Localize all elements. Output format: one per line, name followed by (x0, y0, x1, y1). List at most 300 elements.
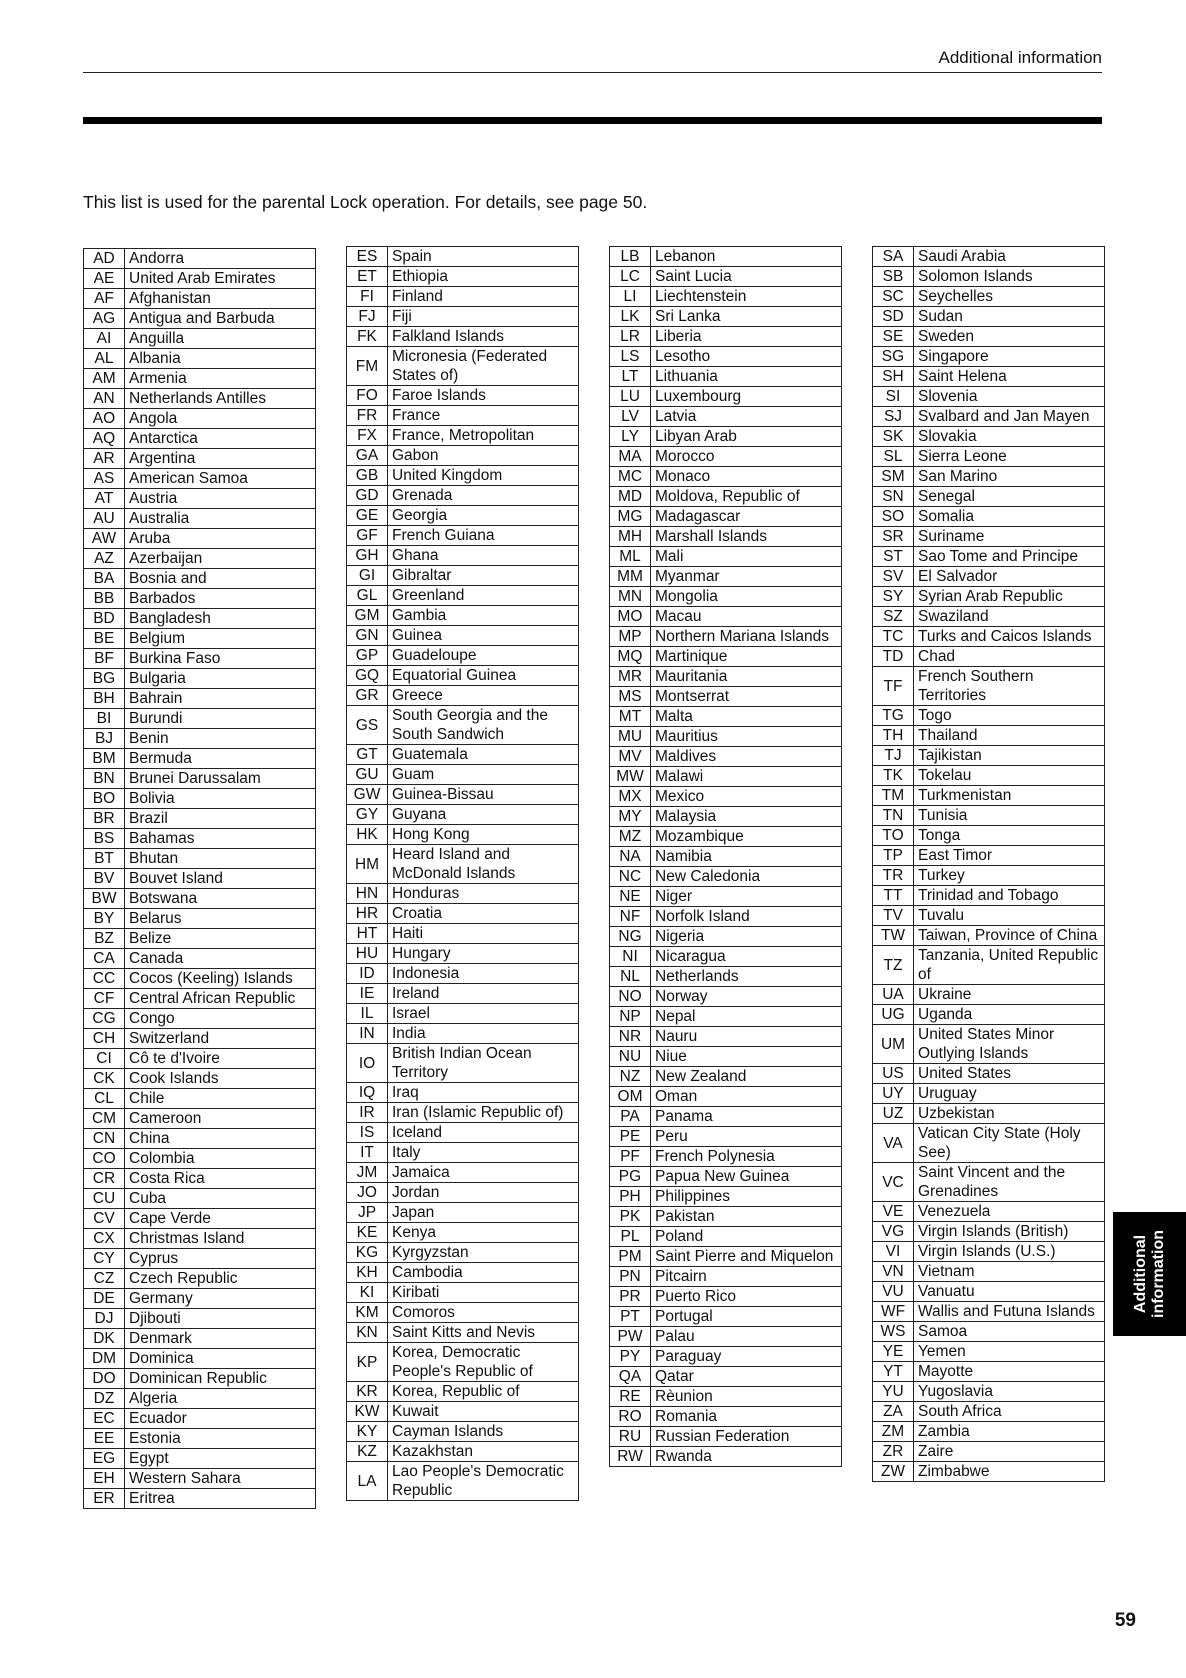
country-code: FX (347, 426, 388, 446)
table-row (610, 1307, 842, 1327)
country-code: TV (873, 906, 914, 926)
country-name: Brazil (125, 809, 316, 829)
country-code: SI (873, 387, 914, 407)
country-code: TW (873, 926, 914, 946)
country-code: NO (610, 987, 651, 1007)
country-code: PA (610, 1107, 651, 1127)
table-row (610, 907, 842, 927)
country-code: AM (84, 369, 125, 389)
table-row (347, 884, 579, 904)
country-name: Belize (125, 929, 316, 949)
country-name: Vanuatu (914, 1282, 1105, 1302)
table-row (347, 466, 579, 486)
table-row (610, 987, 842, 1007)
country-code: NU (610, 1047, 651, 1067)
country-code: BR (84, 809, 125, 829)
country-code: CC (84, 969, 125, 989)
country-code: EG (84, 1449, 125, 1469)
country-code: DE (84, 1289, 125, 1309)
country-name: Egypt (125, 1449, 316, 1469)
country-name: Lebanon (651, 247, 842, 267)
table-row (873, 407, 1105, 427)
country-code: SY (873, 587, 914, 607)
country-code: GN (347, 626, 388, 646)
country-code: IL (347, 1004, 388, 1024)
country-code: AI (84, 329, 125, 349)
table-row (873, 706, 1105, 726)
country-name: Libyan Arab (651, 427, 842, 447)
table-row (610, 1287, 842, 1307)
country-code: MA (610, 447, 651, 467)
country-name: Honduras (388, 884, 579, 904)
country-name: Mongolia (651, 587, 842, 607)
country-code: NE (610, 887, 651, 907)
country-name: Mauritania (651, 667, 842, 687)
country-code: BI (84, 709, 125, 729)
country-name: Rwanda (651, 1447, 842, 1467)
country-name: Antigua and Barbuda (125, 309, 316, 329)
country-name: Iceland (388, 1123, 579, 1143)
table-row (610, 747, 842, 767)
table-row (84, 1209, 316, 1229)
country-name: Saint Vincent and the Grenadines (914, 1163, 1105, 1202)
table-row (873, 806, 1105, 826)
country-name: Grenada (388, 486, 579, 506)
country-code: LV (610, 407, 651, 427)
country-code: PN (610, 1267, 651, 1287)
country-code: BH (84, 689, 125, 709)
country-code: GY (347, 805, 388, 825)
country-code: MG (610, 507, 651, 527)
country-name: Luxembourg (651, 387, 842, 407)
table-row (84, 1389, 316, 1409)
country-code: GF (347, 526, 388, 546)
country-name: Falkland Islands (388, 327, 579, 347)
country-name: Uzbekistan (914, 1104, 1105, 1124)
table-row (347, 1203, 579, 1223)
table-row (84, 529, 316, 549)
country-name: Niger (651, 887, 842, 907)
table-row (610, 327, 842, 347)
country-name: Sao Tome and Principe (914, 547, 1105, 567)
table-row (873, 1382, 1105, 1402)
table-row (873, 1005, 1105, 1025)
section-side-tab (1113, 1212, 1186, 1336)
country-name: Saint Lucia (651, 267, 842, 287)
country-code: FM (347, 347, 388, 386)
country-code: AT (84, 489, 125, 509)
table-row (610, 1227, 842, 1247)
country-name: Kyrgyzstan (388, 1243, 579, 1263)
country-name: French Southern Territories (914, 667, 1105, 706)
country-code: SZ (873, 607, 914, 627)
country-name: Albania (125, 349, 316, 369)
country-name: Rèunion (651, 1387, 842, 1407)
country-code: AG (84, 309, 125, 329)
country-name: Cô te d'Ivoire (125, 1049, 316, 1069)
country-code: MH (610, 527, 651, 547)
country-code: SE (873, 327, 914, 347)
table-row (84, 809, 316, 829)
table-row (84, 1229, 316, 1249)
country-code: TM (873, 786, 914, 806)
country-name: Canada (125, 949, 316, 969)
table-row (84, 1329, 316, 1349)
country-code: HU (347, 944, 388, 964)
table-row (873, 567, 1105, 587)
country-name: Spain (388, 247, 579, 267)
country-name: Argentina (125, 449, 316, 469)
country-name: French Polynesia (651, 1147, 842, 1167)
country-code: US (873, 1064, 914, 1084)
country-name: Nicaragua (651, 947, 842, 967)
country-code: GW (347, 785, 388, 805)
country-name: Tonga (914, 826, 1105, 846)
table-row (347, 1243, 579, 1263)
table-row (873, 307, 1105, 327)
country-name: Martinique (651, 647, 842, 667)
table-row (610, 1247, 842, 1267)
country-name: Somalia (914, 507, 1105, 527)
table-row (873, 985, 1105, 1005)
table-row (84, 1469, 316, 1489)
country-code: BY (84, 909, 125, 929)
country-name: Germany (125, 1289, 316, 1309)
country-code: SV (873, 567, 914, 587)
country-name: Philippines (651, 1187, 842, 1207)
country-name: Slovakia (914, 427, 1105, 447)
country-code: NL (610, 967, 651, 987)
country-name: French Guiana (388, 526, 579, 546)
table-row (873, 527, 1105, 547)
country-code: FO (347, 386, 388, 406)
country-name: Guadeloupe (388, 646, 579, 666)
country-name: Saint Pierre and Miquelon (651, 1247, 842, 1267)
table-row (873, 447, 1105, 467)
table-row (873, 886, 1105, 906)
country-code: NP (610, 1007, 651, 1027)
country-name: Tunisia (914, 806, 1105, 826)
country-code: LC (610, 267, 651, 287)
country-code: LK (610, 307, 651, 327)
table-row (347, 666, 579, 686)
country-name: Indonesia (388, 964, 579, 984)
country-code: SA (873, 247, 914, 267)
table-row (610, 447, 842, 467)
table-row (873, 647, 1105, 667)
country-code: PF (610, 1147, 651, 1167)
table-row (84, 569, 316, 589)
table-row (84, 1169, 316, 1189)
country-name: Vietnam (914, 1262, 1105, 1282)
table-row (610, 427, 842, 447)
country-name: Bulgaria (125, 669, 316, 689)
table-row (873, 427, 1105, 447)
table-row (873, 1202, 1105, 1222)
country-code: MS (610, 687, 651, 707)
country-code: MY (610, 807, 651, 827)
country-code: PR (610, 1287, 651, 1307)
country-code: CK (84, 1069, 125, 1089)
country-name: Guatemala (388, 745, 579, 765)
country-code: LB (610, 247, 651, 267)
table-row (84, 1309, 316, 1329)
country-name: Nepal (651, 1007, 842, 1027)
country-code: JM (347, 1163, 388, 1183)
country-code: MC (610, 467, 651, 487)
table-row (610, 487, 842, 507)
table-row (84, 889, 316, 909)
country-code: MQ (610, 647, 651, 667)
table-row (347, 626, 579, 646)
country-code: MV (610, 747, 651, 767)
country-code: KY (347, 1422, 388, 1442)
table-row (610, 1387, 842, 1407)
table-row (610, 847, 842, 867)
country-code: PL (610, 1227, 651, 1247)
country-code: IR (347, 1103, 388, 1123)
country-code: MM (610, 567, 651, 587)
table-row (610, 1167, 842, 1187)
table-row (873, 906, 1105, 926)
country-name: Algeria (125, 1389, 316, 1409)
country-name: United States Minor Outlying Islands (914, 1025, 1105, 1064)
table-row (873, 846, 1105, 866)
table-row (873, 1163, 1105, 1202)
country-name: Mozambique (651, 827, 842, 847)
table-row (347, 486, 579, 506)
table-row (347, 646, 579, 666)
country-name: Cyprus (125, 1249, 316, 1269)
country-code: PH (610, 1187, 651, 1207)
country-name: Maldives (651, 747, 842, 767)
table-row (347, 566, 579, 586)
country-code: AS (84, 469, 125, 489)
table-row (84, 689, 316, 709)
table-row (347, 406, 579, 426)
table-row (610, 807, 842, 827)
country-code: ZM (873, 1422, 914, 1442)
country-name: Malaysia (651, 807, 842, 827)
country-code: MD (610, 487, 651, 507)
table-row (873, 1104, 1105, 1124)
country-code: BD (84, 609, 125, 629)
country-name: Puerto Rico (651, 1287, 842, 1307)
table-row (84, 669, 316, 689)
table-row (84, 869, 316, 889)
table-row (873, 1402, 1105, 1422)
country-code: YT (873, 1362, 914, 1382)
country-code: TZ (873, 946, 914, 985)
country-code: GT (347, 745, 388, 765)
country-code: NG (610, 927, 651, 947)
table-row (347, 984, 579, 1004)
country-code-table-3 (609, 246, 842, 1467)
table-row (610, 1347, 842, 1367)
country-name: Turks and Caicos Islands (914, 627, 1105, 647)
country-code: SC (873, 287, 914, 307)
table-row (347, 1283, 579, 1303)
country-code: VI (873, 1242, 914, 1262)
country-code: BS (84, 829, 125, 849)
table-row (84, 1289, 316, 1309)
country-name: Jamaica (388, 1163, 579, 1183)
table-row (610, 507, 842, 527)
table-row (347, 606, 579, 626)
country-code: LI (610, 287, 651, 307)
table-row (84, 649, 316, 669)
country-name: Hong Kong (388, 825, 579, 845)
country-name: Taiwan, Province of China (914, 926, 1105, 946)
table-row (84, 309, 316, 329)
table-row (873, 786, 1105, 806)
country-name: Bosnia and (125, 569, 316, 589)
country-name: Estonia (125, 1429, 316, 1449)
country-name: Cameroon (125, 1109, 316, 1129)
country-name: Virgin Islands (British) (914, 1222, 1105, 1242)
table-row (347, 1024, 579, 1044)
country-code: BO (84, 789, 125, 809)
country-code: FJ (347, 307, 388, 327)
country-name: Solomon Islands (914, 267, 1105, 287)
country-code: IQ (347, 1083, 388, 1103)
table-row (347, 964, 579, 984)
country-code: DM (84, 1349, 125, 1369)
table-row (610, 1087, 842, 1107)
country-name: United Arab Emirates (125, 269, 316, 289)
country-code: ZW (873, 1462, 914, 1482)
country-name: Guinea (388, 626, 579, 646)
country-code: CU (84, 1189, 125, 1209)
table-row (347, 1223, 579, 1243)
country-name: Switzerland (125, 1029, 316, 1049)
table-row (347, 1103, 579, 1123)
country-name: Israel (388, 1004, 579, 1024)
country-name: Tokelau (914, 766, 1105, 786)
country-code: SO (873, 507, 914, 527)
country-code: WF (873, 1302, 914, 1322)
country-code: AQ (84, 429, 125, 449)
table-row (84, 349, 316, 369)
table-row (347, 706, 579, 745)
country-code: EH (84, 1469, 125, 1489)
country-code: KZ (347, 1442, 388, 1462)
table-row (84, 329, 316, 349)
table-row (610, 607, 842, 627)
table-row (610, 967, 842, 987)
country-code: UY (873, 1084, 914, 1104)
country-code: TC (873, 627, 914, 647)
country-name: Kiribati (388, 1283, 579, 1303)
header-section-title: Additional information (938, 48, 1102, 67)
country-code: KH (347, 1263, 388, 1283)
country-code: IT (347, 1143, 388, 1163)
country-name: Guyana (388, 805, 579, 825)
country-code: VN (873, 1262, 914, 1282)
country-name: Zaire (914, 1442, 1105, 1462)
country-name: Bouvet Island (125, 869, 316, 889)
table-row (610, 787, 842, 807)
country-code: ML (610, 547, 651, 567)
table-row (873, 1242, 1105, 1262)
table-row (873, 1262, 1105, 1282)
table-row (84, 1369, 316, 1389)
table-row (873, 766, 1105, 786)
table-row (873, 1222, 1105, 1242)
country-code: AO (84, 409, 125, 429)
country-name: Kenya (388, 1223, 579, 1243)
country-code: MW (610, 767, 651, 787)
country-code: LT (610, 367, 651, 387)
country-code: MT (610, 707, 651, 727)
country-code: TF (873, 667, 914, 706)
table-row (873, 946, 1105, 985)
country-name: Armenia (125, 369, 316, 389)
table-row (610, 527, 842, 547)
table-row (347, 1462, 579, 1501)
country-name: Japan (388, 1203, 579, 1223)
country-name: Wallis and Futuna Islands (914, 1302, 1105, 1322)
country-code: CA (84, 949, 125, 969)
table-row (873, 1302, 1105, 1322)
country-code: PT (610, 1307, 651, 1327)
table-row (84, 1049, 316, 1069)
table-row (610, 827, 842, 847)
country-name: Tajikistan (914, 746, 1105, 766)
country-name: Latvia (651, 407, 842, 427)
country-name: Guam (388, 765, 579, 785)
country-name: Madagascar (651, 507, 842, 527)
country-name: Angola (125, 409, 316, 429)
country-code: AW (84, 529, 125, 549)
country-name: Iraq (388, 1083, 579, 1103)
country-name: Gibraltar (388, 566, 579, 586)
country-name: Netherlands (651, 967, 842, 987)
country-code: LA (347, 1462, 388, 1501)
country-code: PE (610, 1127, 651, 1147)
country-code: PK (610, 1207, 651, 1227)
country-code: KG (347, 1243, 388, 1263)
country-name: American Samoa (125, 469, 316, 489)
country-name: Thailand (914, 726, 1105, 746)
table-row (347, 586, 579, 606)
country-code: SG (873, 347, 914, 367)
country-code: KW (347, 1402, 388, 1422)
table-row (347, 944, 579, 964)
country-name: Cambodia (388, 1263, 579, 1283)
table-row (347, 924, 579, 944)
country-name: Niue (651, 1047, 842, 1067)
table-row (610, 1107, 842, 1127)
table-row (84, 849, 316, 869)
table-row (84, 409, 316, 429)
table-row (347, 745, 579, 765)
country-name: Brunei Darussalam (125, 769, 316, 789)
country-code: VC (873, 1163, 914, 1202)
country-name: Georgia (388, 506, 579, 526)
country-code: YE (873, 1342, 914, 1362)
table-row (873, 347, 1105, 367)
table-row (84, 1409, 316, 1429)
country-code: GR (347, 686, 388, 706)
country-code: CF (84, 989, 125, 1009)
country-name: Lesotho (651, 347, 842, 367)
table-row (347, 1004, 579, 1024)
country-code: CY (84, 1249, 125, 1269)
country-name: United Kingdom (388, 466, 579, 486)
table-row (873, 667, 1105, 706)
country-name: Trinidad and Tobago (914, 886, 1105, 906)
